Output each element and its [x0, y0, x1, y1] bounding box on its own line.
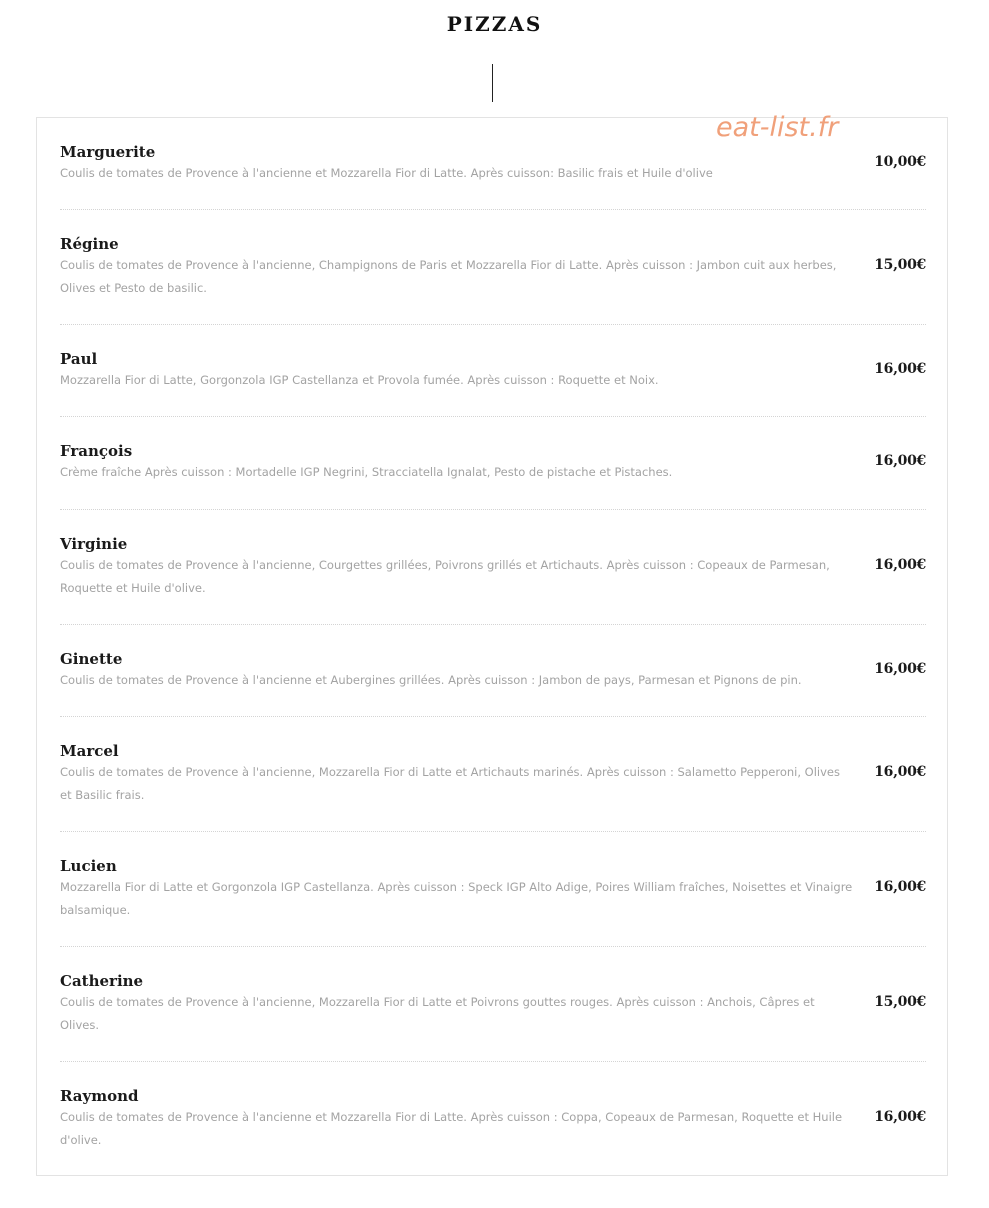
menu-item-francois — [60, 441, 926, 484]
item-price: 16,00€ — [874, 661, 926, 677]
item-price: 16,00€ — [874, 1109, 926, 1125]
item-price: 10,00€ — [874, 154, 926, 170]
menu-item-ginette — [60, 649, 926, 692]
title-divider — [492, 64, 493, 102]
item-description: Coulis de tomates de Provence à l'ancienne, Mozzarella Fior di Latte et Poivrons gouttes rouges. Après cuisson : Anchois, Câpres et Olives. — [60, 995, 815, 1032]
item-description: Coulis de tomates de Provence à l'ancienne, Mozzarella Fior di Latte et Artichauts marinés. Après cuisson : Salametto Pepperoni, Olives et Basilic frais. — [60, 765, 840, 802]
item-separator — [60, 946, 926, 947]
item-price: 16,00€ — [874, 879, 926, 895]
item-price: 16,00€ — [874, 764, 926, 780]
item-name: Raymond — [60, 1087, 139, 1105]
page-title: PIZZAS — [446, 12, 543, 36]
item-price: 16,00€ — [874, 361, 926, 377]
item-separator — [60, 831, 926, 832]
item-price: 15,00€ — [874, 257, 926, 273]
item-description: Crème fraîche Après cuisson : Mortadelle IGP Negrini, Stracciatella Ignalat, Pesto de pistache et Pistaches. — [60, 465, 673, 479]
item-description: Mozzarella Fior di Latte, Gorgonzola IGP Castellanza et Provola fumée. Après cuisson : Roquette et Noix. — [60, 373, 659, 387]
menu-item-paul — [60, 349, 926, 392]
item-name: Catherine — [60, 972, 144, 990]
item-name: Ginette — [60, 650, 123, 668]
item-description: Coulis de tomates de Provence à l'ancienne, Champignons de Paris et Mozzarella Fior di Latte. Après cuisson : Jambon cuit aux herbes, Olives et Pesto de basilic. — [60, 258, 837, 295]
item-description: Mozzarella Fior di Latte et Gorgonzola IGP Castellanza. Après cuisson : Speck IGP Alto Adige, Poires William fraîches, Noisettes et Vinaigre balsamique. — [60, 880, 853, 917]
item-separator — [60, 1061, 926, 1062]
menu-item-regine — [60, 234, 926, 300]
item-separator — [60, 324, 926, 325]
item-name: Marguerite — [60, 143, 156, 161]
item-separator — [60, 209, 926, 210]
item-separator — [60, 624, 926, 625]
menu-item-catherine — [60, 971, 926, 1037]
item-separator — [60, 716, 926, 717]
item-separator — [60, 416, 926, 417]
watermark: eat-list.fr — [716, 112, 839, 143]
item-name: Régine — [60, 235, 119, 253]
item-price: 16,00€ — [874, 557, 926, 573]
menu-item-lucien — [60, 856, 926, 922]
item-description: Coulis de tomates de Provence à l'ancienne et Aubergines grillées. Après cuisson : Jambon de pays, Parmesan et Pignons de pin. — [60, 673, 802, 687]
item-separator — [60, 509, 926, 510]
item-name: François — [60, 442, 133, 460]
item-price: 16,00€ — [874, 453, 926, 469]
menu-item-marcel — [60, 741, 926, 807]
item-name: Virginie — [60, 535, 128, 553]
item-description: Coulis de tomates de Provence à l'ancienne et Mozzarella Fior di Latte. Après cuisson : Coppa, Copeaux de Parmesan, Roquette et Huile d'olive. — [60, 1110, 843, 1147]
item-name: Paul — [60, 350, 98, 368]
item-price: 15,00€ — [874, 994, 926, 1010]
item-name: Lucien — [60, 857, 117, 875]
item-description: Coulis de tomates de Provence à l'ancienne, Courgettes grillées, Poivrons grillés et Artichauts. Après cuisson : Copeaux de Parmesan, Roquette et Huile d'olive. — [60, 558, 830, 595]
menu-card — [36, 117, 948, 1176]
item-description: Coulis de tomates de Provence à l'ancienne et Mozzarella Fior di Latte. Après cuisson: Basilic frais et Huile d'olive — [60, 166, 713, 180]
menu-item-raymond — [60, 1086, 926, 1152]
menu-item-virginie — [60, 534, 926, 600]
menu-item-marguerite — [60, 142, 926, 185]
item-name: Marcel — [60, 742, 119, 760]
